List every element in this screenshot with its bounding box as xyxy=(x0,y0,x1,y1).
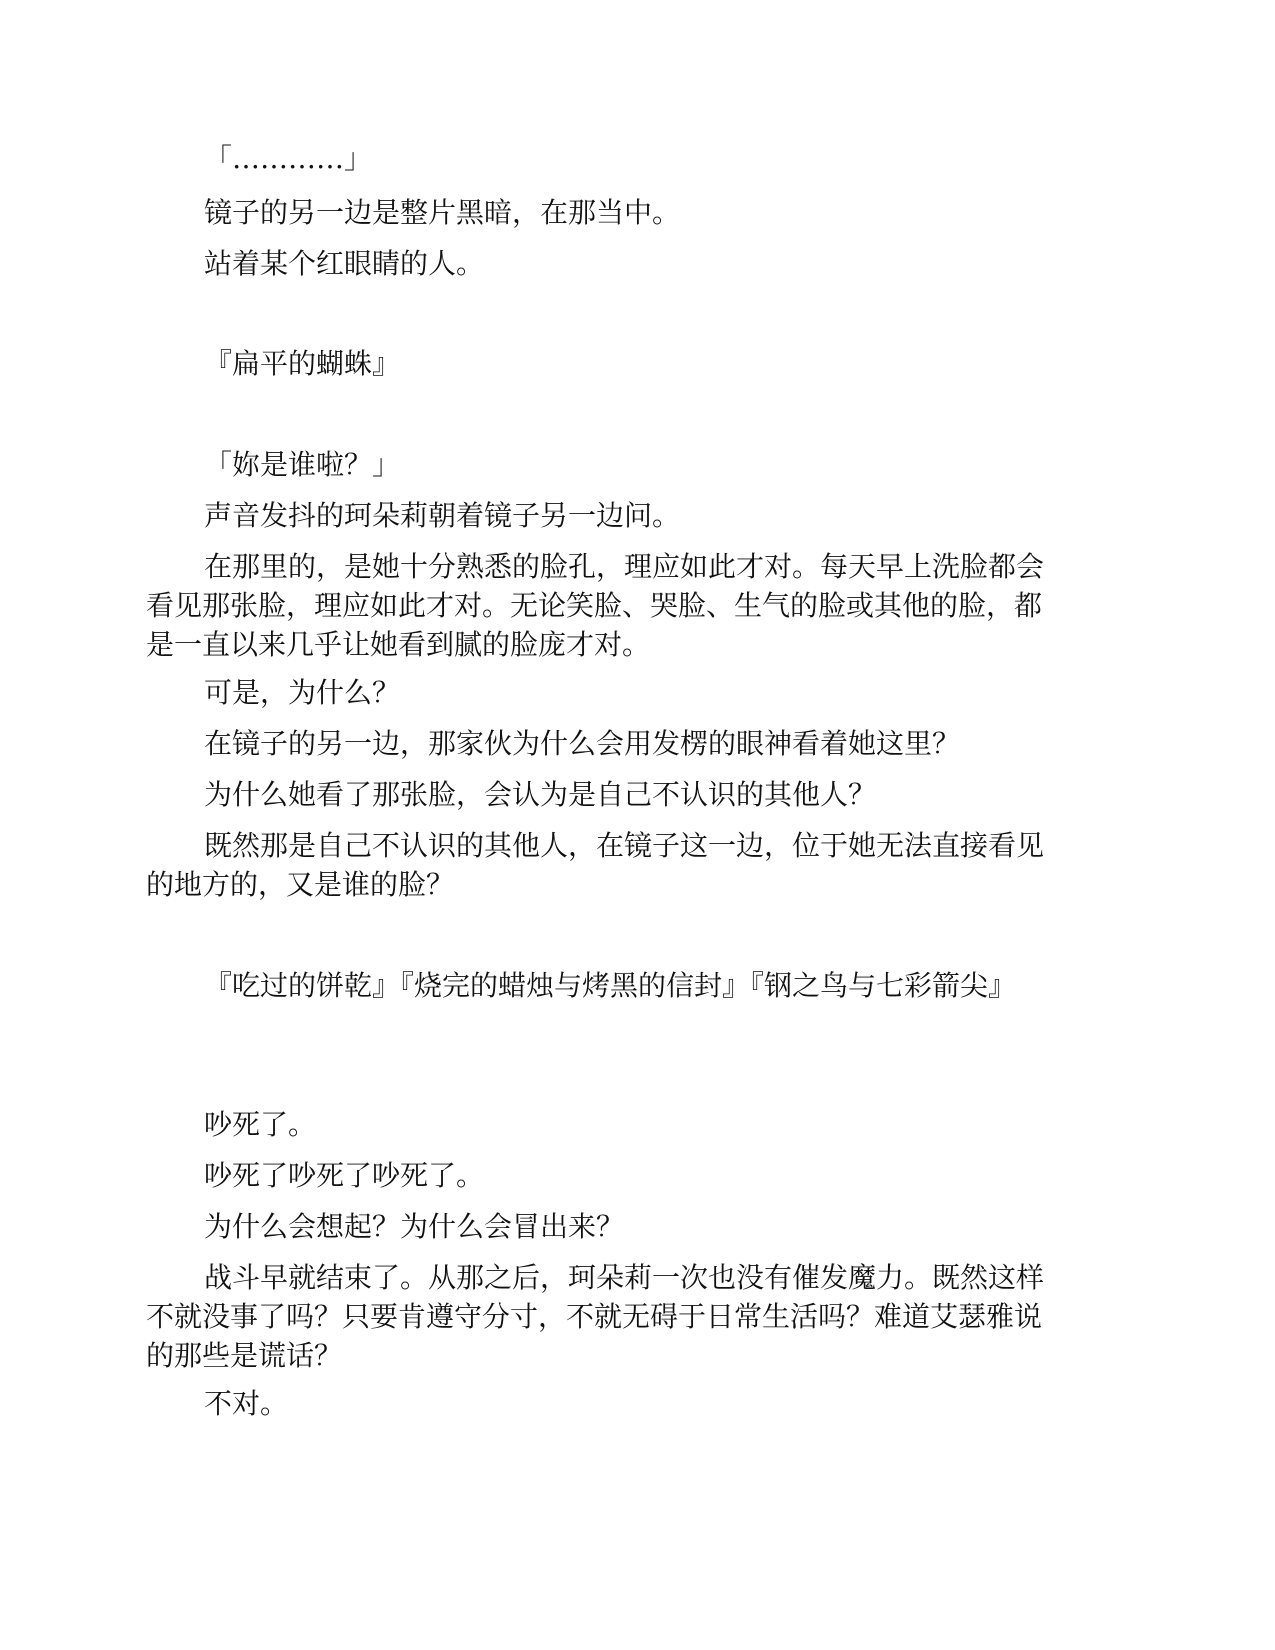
paragraph: 「…………」 xyxy=(204,142,373,175)
paragraph: 为什么她看了那张脸，会认为是自己不认识的其他人？ xyxy=(204,778,877,811)
paragraph: 在那里的，是她十分熟悉的脸孔，理应如此才对。每天早上洗脸都会看见那张脸，理应如此才对。无论笑脸、哭脸、生气的脸或其他的脸，都是一直以来几乎让她看到腻的脸庞才对。 xyxy=(146,550,1045,661)
paragraph: 在镜子的另一边，那家伙为什么会用发楞的眼神看着她这里？ xyxy=(204,727,961,760)
section-heading: 『扁平的蝴蛛』 xyxy=(204,347,401,380)
paragraph: 既然那是自己不认识的其他人，在镜子这一边，位于她无法直接看见的地方的，又是谁的脸？ xyxy=(146,829,1045,901)
paragraph: 吵死了吵死了吵死了。 xyxy=(204,1159,485,1192)
paragraph: 吵死了。 xyxy=(204,1108,317,1141)
paragraph: 镜子的另一边是整片黑暗，在那当中。 xyxy=(204,196,681,229)
paragraph: 为什么会想起？为什么会冒出来？ xyxy=(204,1210,625,1243)
section-heading: 『吃过的饼乾』『烧完的蜡烛与烤黑的信封』『钢之鸟与七彩箭尖』 xyxy=(204,969,1017,1002)
paragraph: 可是，为什么？ xyxy=(204,676,401,709)
paragraph: 声音发抖的珂朵莉朝着镜子另一边问。 xyxy=(204,499,681,532)
paragraph: 战斗早就结束了。从那之后，珂朵莉一次也没有催发魔力。既然这样不就没事了吗？只要肯遵守分寸，不就无碍于日常生活吗？难道艾瑟雅说的那些是谎话？ xyxy=(146,1261,1045,1372)
paragraph: 不对。 xyxy=(204,1387,289,1420)
document-page xyxy=(146,0,1066,1650)
paragraph: 「妳是谁啦？」 xyxy=(204,448,401,481)
paragraph: 站着某个红眼睛的人。 xyxy=(204,247,485,280)
